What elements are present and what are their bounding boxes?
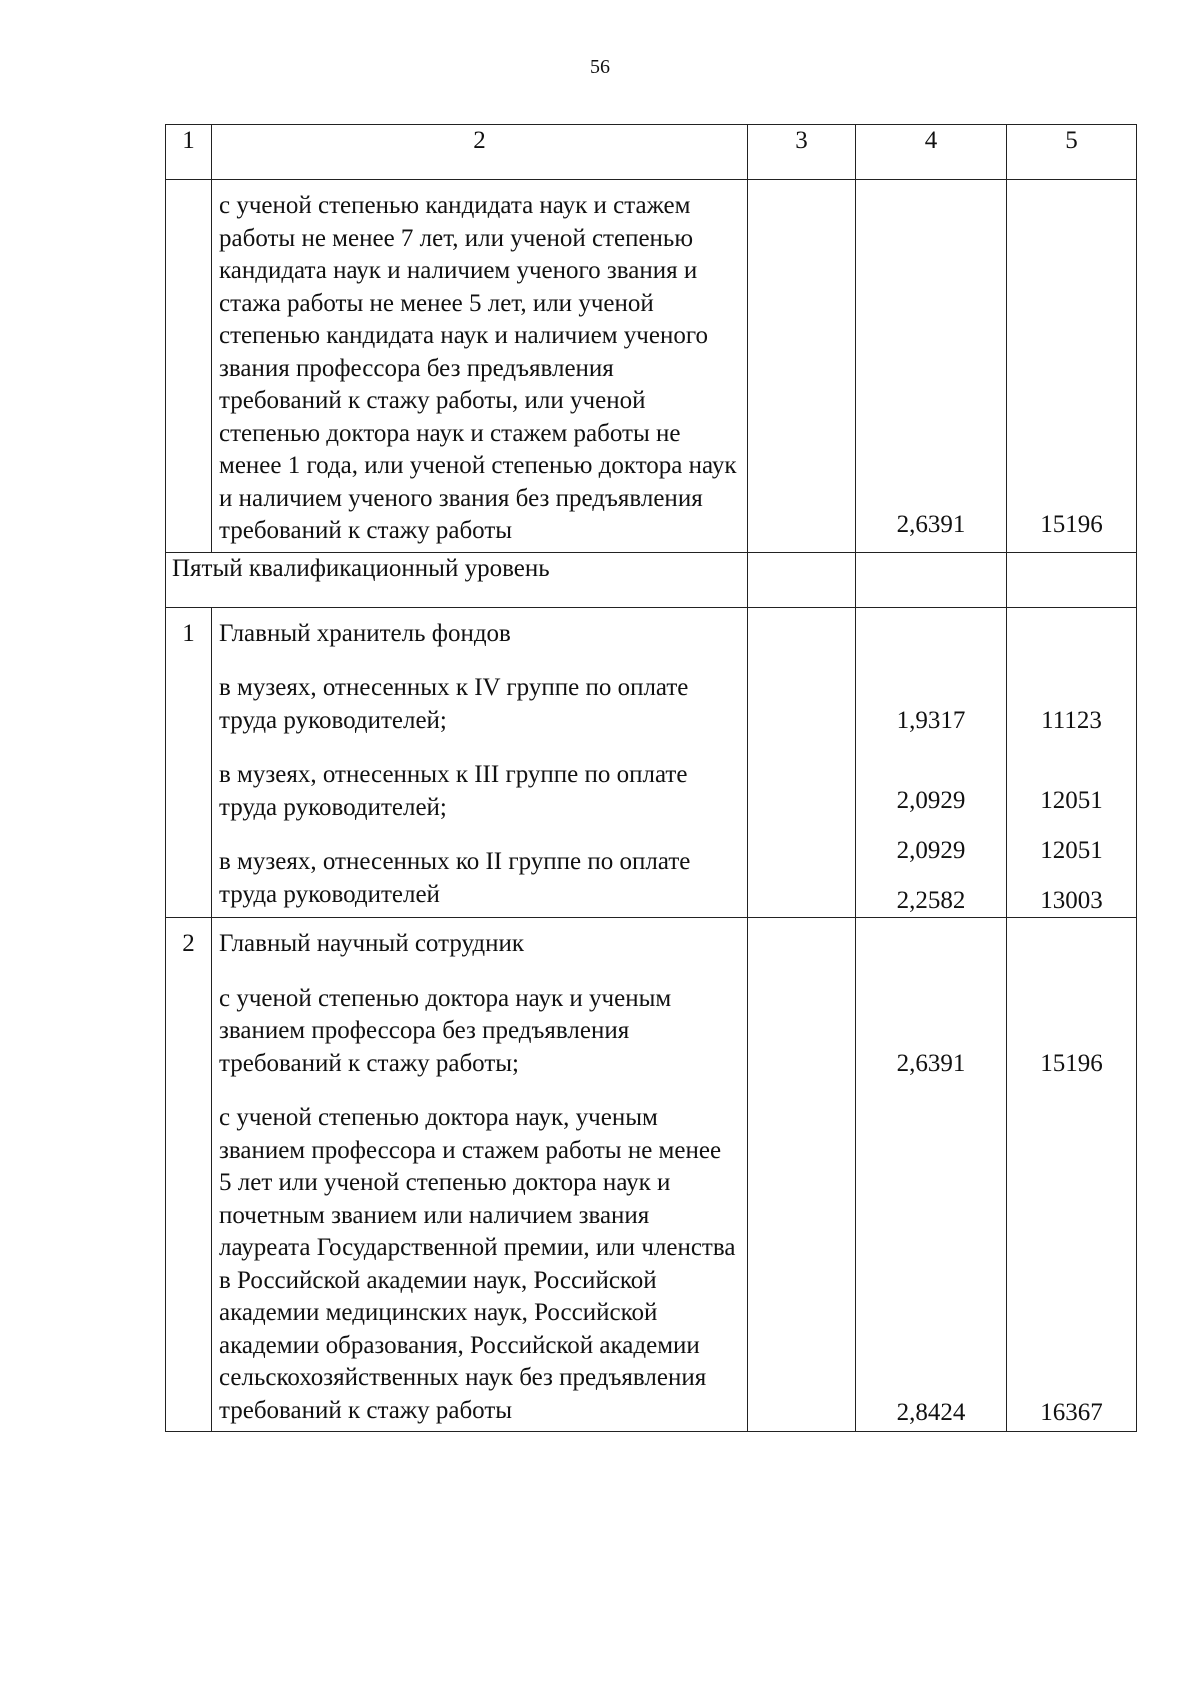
coefficient-value: 2,0929 [896, 786, 966, 814]
salary-cell [1007, 607, 1137, 918]
row-number: 2 [166, 918, 212, 1432]
coefficient-value: 2,2582 [896, 886, 966, 914]
empty-cell [1007, 552, 1137, 607]
qualification-level-label: Пятый квалификационный уровень [166, 552, 748, 607]
salary-value: 11123 [1041, 706, 1102, 734]
table-row [166, 180, 1137, 553]
position-condition: с ученой степенью доктора наук, ученым званием профессора и стажем работы не менее 5 лет или ученой степенью доктора наук и почетным званием или наличием звания лауреата Государственной премии, или членства в Российской академии наук, Российской академии медицинских наук, Российской академии образования, Российской академии сельскохозяйственных наук без предъявления требований к стажу работы [219, 1104, 736, 1424]
coefficient-cell [856, 607, 1007, 918]
table-header-row [166, 125, 1137, 180]
position-condition: в музеях, отнесенных к III группе по оплате труда руководителей; [219, 761, 688, 821]
num-cell [166, 180, 212, 553]
header-cell: 1 [166, 125, 212, 180]
coefficient-value: 2,8424 [896, 1398, 966, 1426]
coefficient-value: 2,6391 [896, 1049, 966, 1077]
salary-value: 12051 [1040, 786, 1103, 814]
position-condition: в музеях, отнесенных ко II группе по оплате труда руководителей [219, 848, 691, 908]
qualification-level-row [166, 552, 1137, 607]
description-cell [212, 607, 748, 918]
empty-cell [748, 180, 856, 553]
table-row [166, 607, 1137, 918]
empty-cell [856, 552, 1007, 607]
row-number: 1 [166, 607, 212, 918]
coefficient-cell [856, 918, 1007, 1432]
header-cell: 2 [212, 125, 748, 180]
salary-table [165, 124, 1137, 1432]
salary-value: 15196 [1040, 1049, 1103, 1077]
table-row [166, 918, 1137, 1432]
salary-value: 16367 [1040, 1398, 1103, 1426]
salary-value: 12051 [1040, 836, 1103, 864]
coefficient-value: 1,9317 [896, 706, 966, 734]
header-cell: 3 [748, 125, 856, 180]
coefficient-value: 2,0929 [896, 836, 966, 864]
empty-cell [748, 918, 856, 1432]
position-condition: в музеях, отнесенных к IV группе по оплате труда руководителей; [219, 674, 689, 734]
position-title: Главный хранитель фондов [219, 619, 511, 647]
coefficient-cell: 2,6391 [856, 180, 1007, 553]
description-cell: с ученой степенью кандидата наук и стажем работы не менее 7 лет, или ученой степенью кандидата наук и наличием ученого звания и стажа работы не менее 5 лет, или ученой степенью кандидата наук и наличием ученого звания профессора без предъявления требований к стажу работы, или ученой степенью доктора наук и стажем работы не менее 1 года, или ученой степенью доктора наук и наличием ученого звания без предъявления требований к стажу работы [212, 180, 748, 553]
position-condition: с ученой степенью доктора наук и ученым званием профессора без предъявления требований к стажу работы; [219, 984, 672, 1077]
page-number: 56 [590, 56, 610, 78]
empty-cell [748, 607, 856, 918]
salary-value: 13003 [1040, 886, 1103, 914]
description-cell [212, 918, 748, 1432]
empty-cell [748, 552, 856, 607]
position-title: Главный научный сотрудник [219, 930, 525, 957]
header-cell: 4 [856, 125, 1007, 180]
salary-cell: 15196 [1007, 180, 1137, 553]
salary-cell [1007, 918, 1137, 1432]
header-cell: 5 [1007, 125, 1137, 180]
